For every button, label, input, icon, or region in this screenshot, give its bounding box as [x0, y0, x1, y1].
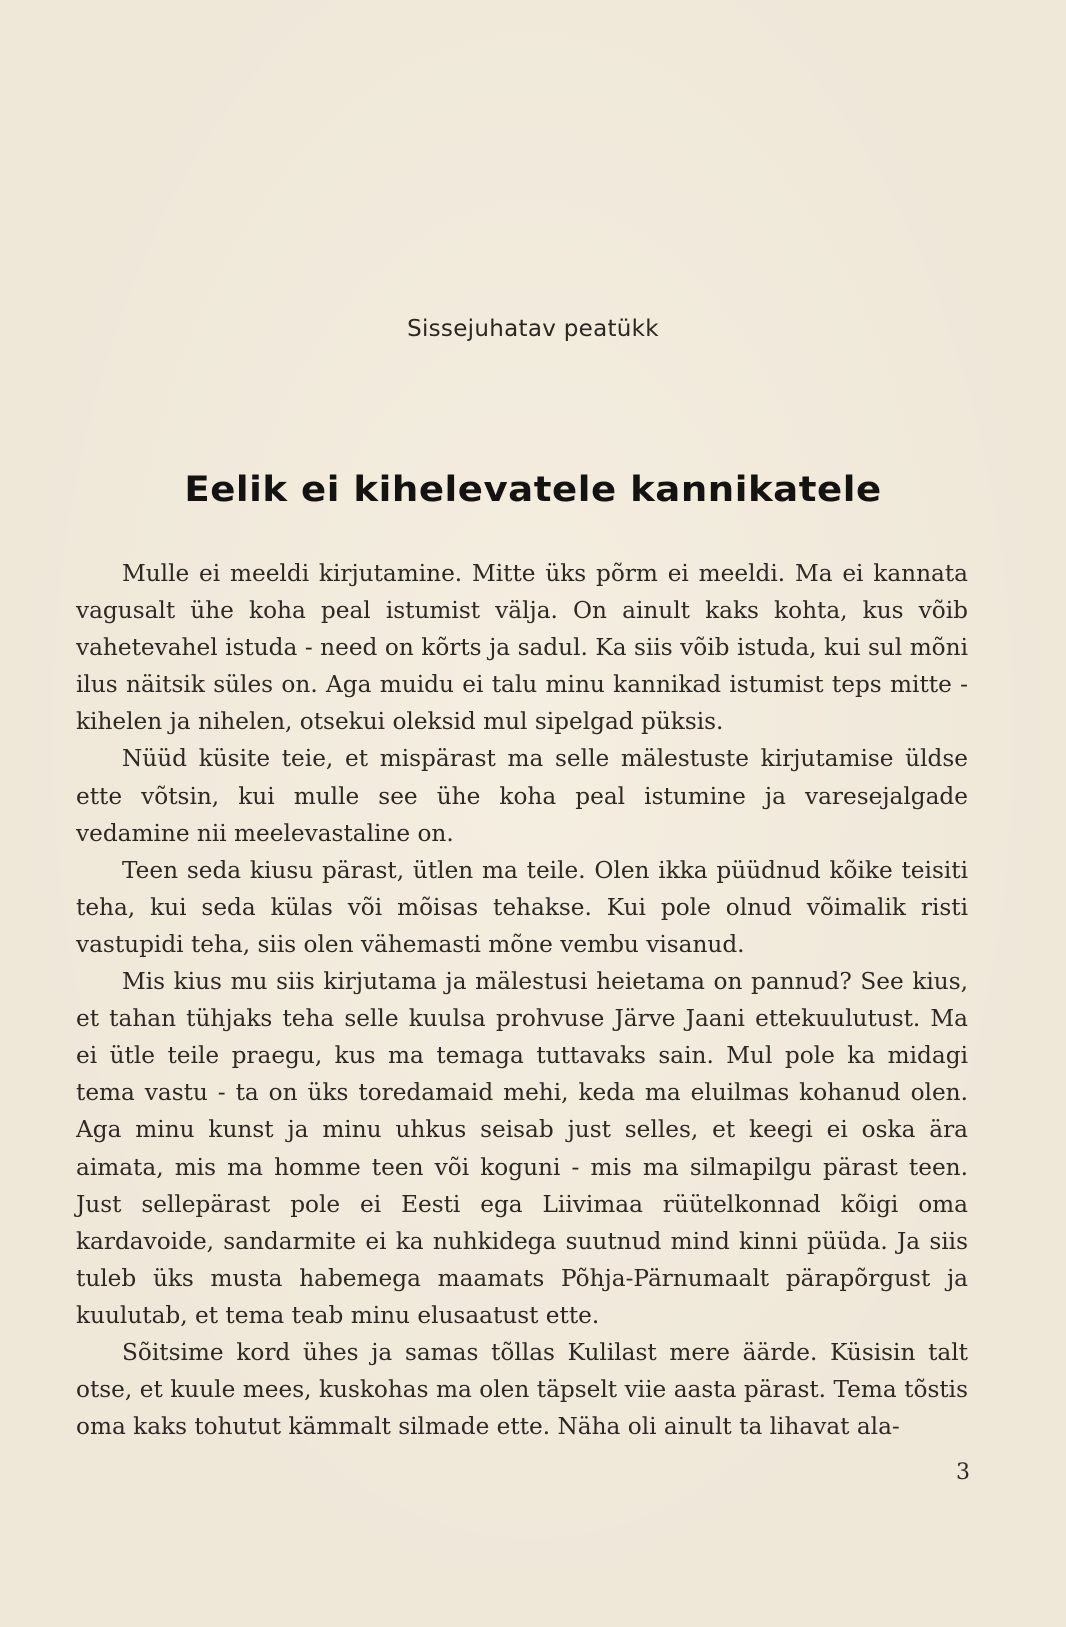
chapter-title: Eelik ei kihelevatele kannikatele	[184, 470, 882, 510]
body-text	[76, 555, 968, 1445]
paragraph: Mis kius mu siis kirjutama ja mälestusi heietama on pannud? See kius, et tahan tühjaks teha selle kuulsa prohvuse Järve Jaani ettekuulutust. Ma ei ütle teile praegu, kus ma temaga tuttavaks sain. Mul pole ka midagi tema vastu - ta on üks toredamaid mehi, keda ma eluilmas kohanud olen. Aga minu kunst ja minu uhkus seisab just selles, et keegi ei oska ära aimata, mis ma homme teen või koguni - mis ma silmapilgu pärast teen. Just sellepärast pole ei Eesti ega Liivimaa rüütelkonnad kõigi oma kardavoide, sandarmite ei ka nuhkidega suutnud mind kinni püüda. Ja siis tuleb üks musta habemega maamats Põhja-Pärnumaalt pärapõrgust ja kuulutab, et tema teab minu elusaatust ette.	[76, 968, 968, 1329]
page-number: 3	[956, 1460, 970, 1485]
paragraph: Sõitsime kord ühes ja samas tõllas Kulilast mere äärde. Küsisin talt otse, et kuule mees, kuskohas ma olen täpselt viie aasta pärast. Tema tõstis oma kaks tohutut kämmalt silmade ette. Näha oli ainult ta lihavat ala-	[76, 1338, 968, 1441]
paragraph: Mulle ei meeldi kirjutamine. Mitte üks põrm ei meeldi. Ma ei kannata vagusalt ühe koha peal istumist välja. On ainult kaks kohta, kus võib vahetevahel istuda - need on kõrts ja sadul. Ka siis võib istuda, kui sul mõni ilus näitsik süles on. Aga muidu ei talu minu kannikad istumist teps mitte - kihelen ja nihelen, otsekui oleksid mul sipelgad püksis.	[76, 560, 968, 736]
paragraph: Teen seda kiusu pärast, ütlen ma teile. Olen ikka püüdnud kõike teisiti teha, kui seda külas või mõisas tehakse. Kui pole olnud võimalik risti vastupidi teha, siis olen vähemasti mõne vembu visanud.	[76, 856, 968, 958]
chapter-kicker: Sissejuhatav peatükk	[407, 316, 659, 342]
paragraph: Nüüd küsite teie, et mispärast ma selle mälestuste kirjutamise üldse ette võtsin, kui mulle see ühe koha peal istumine ja varesejalgade vedamine nii meelevastaline on.	[76, 745, 968, 847]
